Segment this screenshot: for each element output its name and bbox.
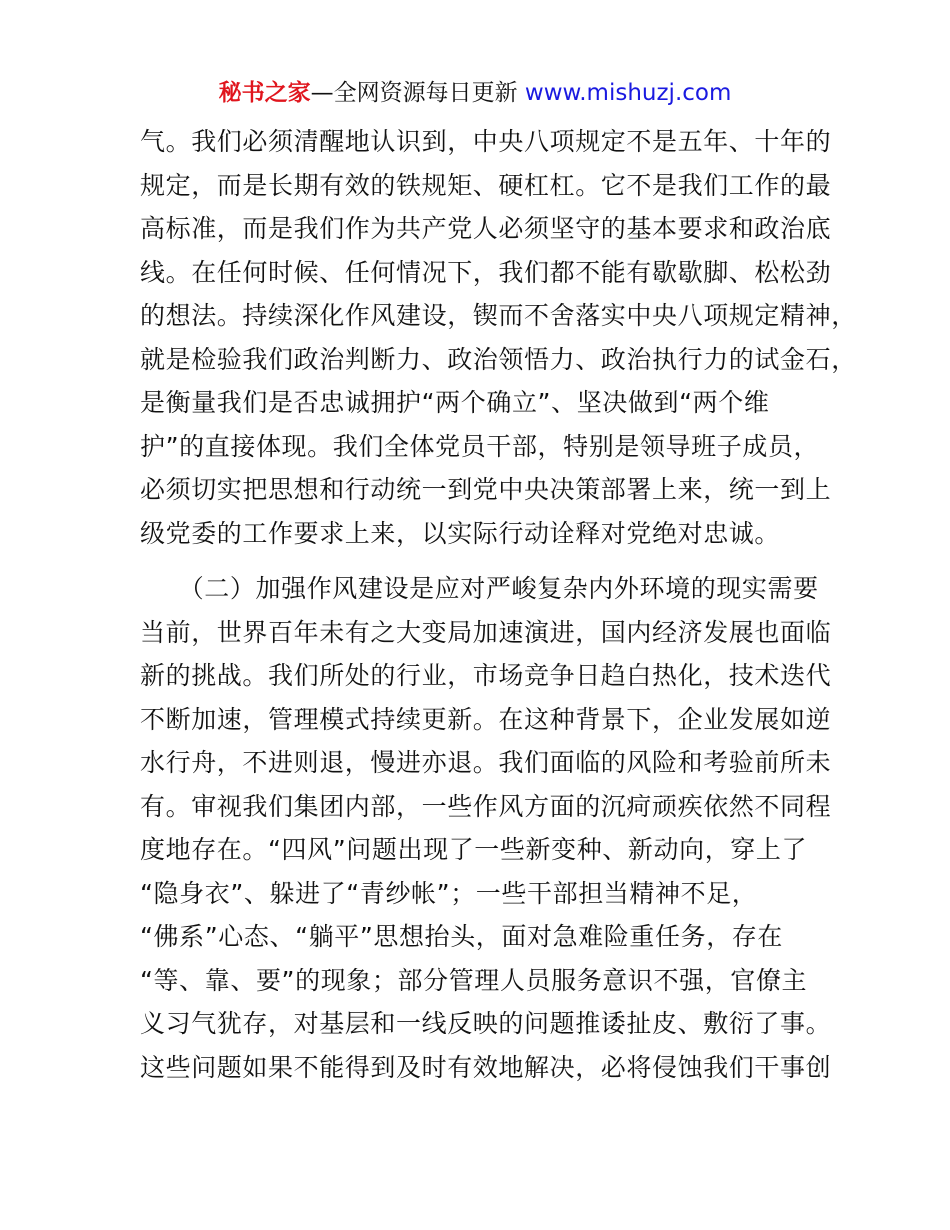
text-line: “佛系”心态、“躺平”思想抬头，面对急难险重任务，存在 (140, 922, 784, 951)
header-tagline: —全网资源每日更新 (310, 80, 525, 106)
text-line: 规定，而是长期有效的铁规矩、硬杠杠。它不是我们工作的最 (140, 170, 832, 200)
text-line: 必须切实把思想和行动统一到党中央决策部署上来，统一到上 (140, 475, 832, 504)
text-line: 有。审视我们集团内部，一些作风方面的沉疴顽疾依然不同程 (140, 791, 832, 821)
site-url-link[interactable]: www.mishuzj.com (524, 80, 732, 106)
text-line: 气。我们必须清醒地认识到，中央八项规定不是五年、十年的 (140, 127, 832, 156)
text-line: 线。在任何时候、任何情况下，我们都不能有歇歇脚、松松劲 (140, 257, 832, 287)
text-line: 就是检验我们政治判断力、政治领悟力、政治执行力的试金石， (140, 344, 857, 374)
text-line: 不断加速，管理模式持续更新。在这种背景下，企业发展如逆 (140, 704, 832, 734)
document-body (140, 120, 857, 1089)
text-line: 这些问题如果不能得到及时有效地解决，必将侵蚀我们干事创 (140, 1052, 832, 1082)
paragraph-1 (140, 120, 857, 555)
text-line: 义习气犹存，对基层和一线反映的问题推诿扯皮、敷衍了事。 (140, 1009, 832, 1038)
paragraph-2 (140, 567, 840, 1089)
text-line: 水行舟，不进则退，慢进亦退。我们面临的风险和考验前所未 (140, 748, 832, 777)
text-line: 新的挑战。我们所处的行业，市场竞争日趋白热化，技术迭代 (140, 661, 832, 690)
text-line: 高标准，而是我们作为共产党人必须坚守的基本要求和政治底 (140, 214, 832, 243)
text-line: 护”的直接体现。我们全体党员干部，特别是领导班子成员， (140, 431, 820, 461)
text-line: “等、靠、要”的现象；部分管理人员服务意识不强，官僚主 (140, 965, 808, 995)
paragraph-spacer (140, 555, 840, 567)
text-line: “隐身衣”、躲进了“青纱帐”；一些干部担当精神不足， (140, 878, 758, 908)
text-line: 是衡量我们是否忠诚拥护“两个确立”、坚决做到“两个维 (140, 388, 770, 417)
section-heading-line: （二）加强作风建设是应对严峻复杂内外环境的现实需要 (140, 574, 819, 603)
brand-name: 秘书之家 (218, 80, 311, 106)
page-header (0, 76, 950, 110)
text-line: 当前，世界百年未有之大变局加速演进，国内经济发展也面临 (140, 617, 832, 647)
text-line: 的想法。持续深化作风建设，锲而不舍落实中央八项规定精神， (140, 301, 857, 330)
text-line: 级党委的工作要求上来，以实际行动诠释对党绝对忠诚。 (140, 518, 781, 548)
text-line: 度地存在。“四风”问题出现了一些新变种、新动向，穿上了 (140, 835, 808, 864)
